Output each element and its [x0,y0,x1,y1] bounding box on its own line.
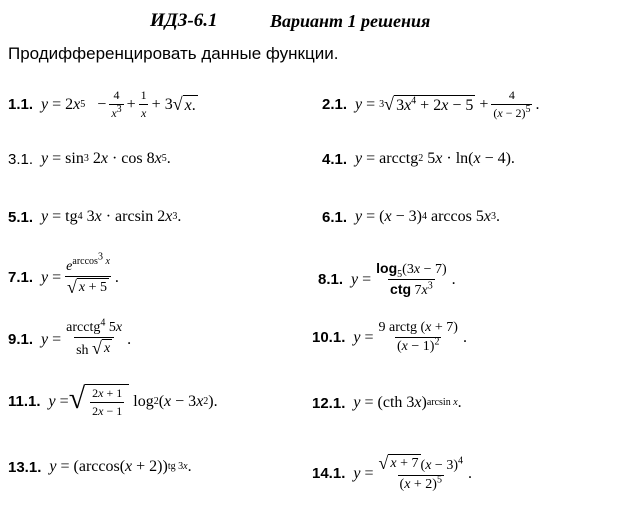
formula: y = $\frac{\log_5(3x - 7)}{ctg 7x^3}$ . [351,260,456,298]
problem-10-1 [312,320,467,355]
formula: y = 3 √ $3x^4 + 2x - 5$ + $\frac{4}{(x - 2)^5}$ . [355,88,540,120]
problem-number: 13.1. [8,458,42,476]
problem-number: 6.1. [322,208,348,226]
problem-14-1 [312,454,472,493]
formula: y = 2 x 5 − $\frac{4}{x^3}$ + $\frac{1}{x}$ + 3 √ x. [41,88,196,120]
problem-number: 1.1. [8,96,34,113]
formula: y = $e^{arccos^3 x}$ √ x + 5 . [41,252,119,297]
problem-number: 10.1. [312,329,346,346]
formula: y = tg 4 3 x · arcsin 2 x 3 . [41,208,182,225]
variant-title: Вариант 1 решения [270,11,431,31]
problem-6-1 [322,208,500,226]
problem-5-1 [8,208,181,226]
problem-number: 14.1. [312,465,346,482]
header [0,10,633,34]
problem-9-1 [8,317,132,359]
formula: y = (arccos( x + 2)) tg 3x . [49,458,192,475]
problem-number: 3.1. [8,150,34,168]
problem-3-1 [8,150,171,168]
problem-number: 8.1. [318,271,344,288]
problem-number: 7.1. [8,269,34,287]
formula: y = sin 3 2 x · cos 8 x 5 . [41,150,171,167]
formula: y = √ $\frac{2x + 1}{2x - 1}$ log 2 ( x − 3 x 2 ). [48,382,218,418]
problem-7-1 [8,252,119,298]
formula: y = √ x + 7 $(x - 3)^4$ $(x + 2)^5$ . [353,453,472,492]
problem-11-1 [8,384,218,419]
formula: y = (cth 3 x ) arcsin x . [353,394,462,411]
formula: y = arcctg 2 5 x · ln( x − 4). [355,150,515,167]
problem-number: 12.1. [312,394,346,412]
problem-number: 9.1. [8,331,34,348]
problem-2-1 [322,88,539,121]
problem-number: 11.1. [8,393,41,410]
problem-number: 2.1. [322,96,348,113]
problem-12-1 [312,394,462,412]
assignment-title: ИДЗ-6.1 [150,10,218,31]
problem-4-1 [322,150,515,168]
formula: y = $\frac{\text{9 arctg (x + 7)}}{(x - 1)^2}$ . [353,320,467,354]
formula: y = ( x − 3) 4 arccos 5 x 3 . [355,208,500,225]
problem-13-1 [8,458,192,476]
formula: y = arcctg$^4$ 5x sh √ x . [41,317,132,358]
problem-number: 5.1. [8,208,34,226]
problem-number: 4.1. [322,150,348,168]
problem-8-1 [318,260,456,299]
problem-1-1 [8,88,198,121]
instruction-text: Продифференцировать данные функции. [8,44,339,63]
